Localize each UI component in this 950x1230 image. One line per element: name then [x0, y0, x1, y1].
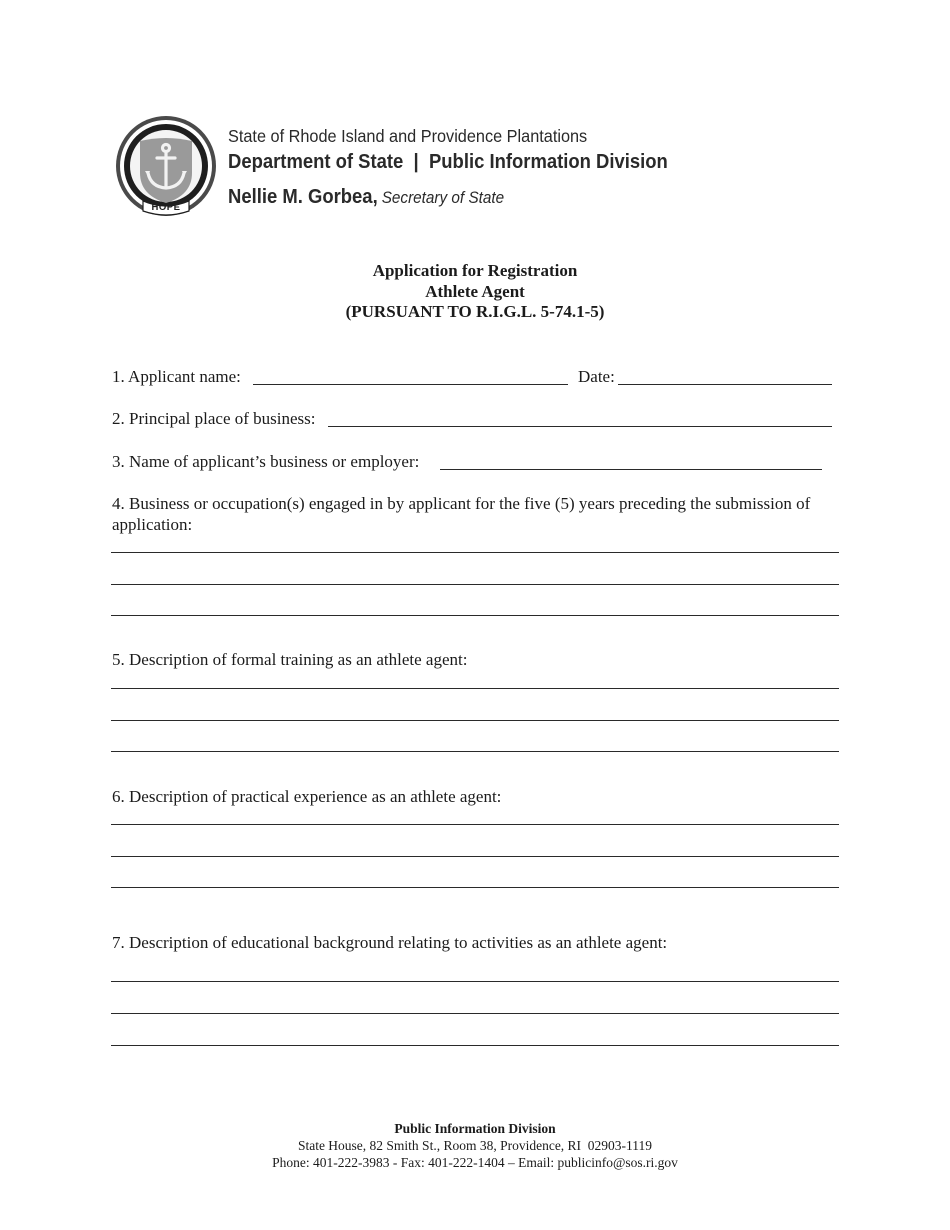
- footer-address: State House, 82 Smith St., Room 38, Providence, RI 02903-1119: [297, 1138, 653, 1153]
- applicant-name-label: 1. Applicant name:: [112, 367, 241, 386]
- secretary-name: Nellie M. Gorbea,: [228, 185, 378, 208]
- educational-background-line-3[interactable]: [111, 1045, 839, 1046]
- practical-experience-line-3[interactable]: [111, 887, 839, 888]
- formal-training-line-2[interactable]: [111, 720, 839, 721]
- applicant-name-field[interactable]: [253, 384, 568, 385]
- letterhead-secretary: [228, 185, 504, 209]
- educational-background-line-1[interactable]: [111, 981, 839, 982]
- practical-experience-line-1[interactable]: [111, 824, 839, 825]
- employer-name-label: 3. Name of applicant’s business or employer:: [112, 452, 420, 471]
- date-label: Date:: [578, 367, 615, 386]
- formal-training-label: 5. Description of formal training as an athlete agent:: [112, 650, 468, 669]
- page-footer: [0, 1120, 950, 1171]
- principal-place-label: 2. Principal place of business:: [112, 409, 316, 428]
- principal-place-field[interactable]: [328, 426, 832, 427]
- secretary-title: Secretary of State: [381, 188, 505, 207]
- form-title: [0, 261, 950, 323]
- occupation-history-line-1[interactable]: [111, 552, 839, 553]
- practical-experience-label: 6. Description of practical experience as an athlete agent:: [112, 787, 502, 806]
- occupation-history-line-3[interactable]: [111, 615, 839, 616]
- educational-background-label: 7. Description of educational background relating to activities as an athlete agent:: [112, 933, 668, 952]
- title-line-3: (PURSUANT TO R.I.G.L. 5-74.1-5): [345, 302, 605, 321]
- title-line-2: Athlete Agent: [425, 281, 525, 301]
- title-line-1: Application for Registration: [372, 261, 578, 280]
- practical-experience-line-2[interactable]: [111, 856, 839, 857]
- footer-division: Public Information Division: [394, 1121, 556, 1136]
- letterhead-department: Department of State | Public Information Division: [228, 150, 668, 173]
- seal-motto: HOPE: [151, 202, 181, 213]
- occupation-history-line-2[interactable]: [111, 584, 839, 585]
- formal-training-line-1[interactable]: [111, 688, 839, 689]
- state-seal-logo: [115, 115, 217, 217]
- letterhead-state: State of Rhode Island and Providence Plantations: [228, 126, 588, 146]
- footer-contact: Phone: 401-222-3983 - Fax: 401-222-1404 – Email: publicinfo@sos.ri.gov: [272, 1155, 678, 1170]
- date-field[interactable]: [618, 384, 832, 385]
- employer-name-field[interactable]: [440, 469, 822, 470]
- educational-background-line-2[interactable]: [111, 1013, 839, 1014]
- formal-training-line-3[interactable]: [111, 751, 839, 752]
- occupation-history-label: 4. Business or occupation(s) engaged in by applicant for the five (5) years preceding the submission of application:: [112, 494, 811, 534]
